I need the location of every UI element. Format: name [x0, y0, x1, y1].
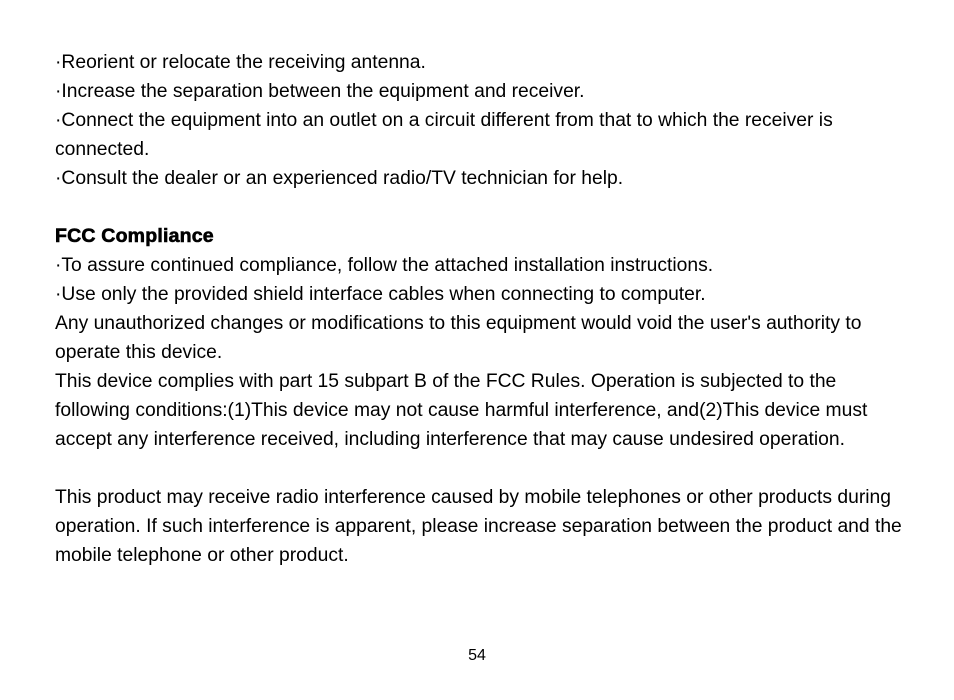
tip-consult-dealer: ·Consult the dealer or an experienced radio/TV technician for help.: [55, 168, 624, 189]
fcc-compliance-heading: FCC Compliance: [55, 225, 214, 247]
section-spacer: [55, 193, 915, 222]
fcc-unauthorized-changes: Any unauthorized changes or modifications to this equipment would void the user's authority to operate this device.: [55, 313, 862, 363]
fcc-bullet-shield-cables: ·Use only the provided shield interface cables when connecting to computer.: [55, 284, 706, 305]
fcc-bullet-installation: ·To assure continued compliance, follow the attached installation instructions.: [55, 255, 714, 276]
page-number: 54: [468, 647, 486, 664]
tip-increase-separation: ·Increase the separation between the equipment and receiver.: [55, 81, 585, 102]
section-spacer: [55, 454, 915, 483]
fcc-part15-statement: This device complies with part 15 subpart B of the FCC Rules. Operation is subjected to the following conditions:(1)This device may not cause harmful interference, and(2)This device must accept any interference received, including interference that may cause undesired operation.: [55, 371, 868, 450]
tip-different-circuit: ·Connect the equipment into an outlet on a circuit different from that to which the receiver is connected.: [55, 110, 833, 160]
tip-reorient-antenna: ·Reorient or relocate the receiving antenna.: [55, 52, 426, 73]
mobile-interference-notice: This product may receive radio interference caused by mobile telephones or other products during operation. If such interference is apparent, please increase separation between the product and the mobile telephone or other product.: [55, 487, 902, 566]
manual-page-body: [55, 48, 915, 570]
